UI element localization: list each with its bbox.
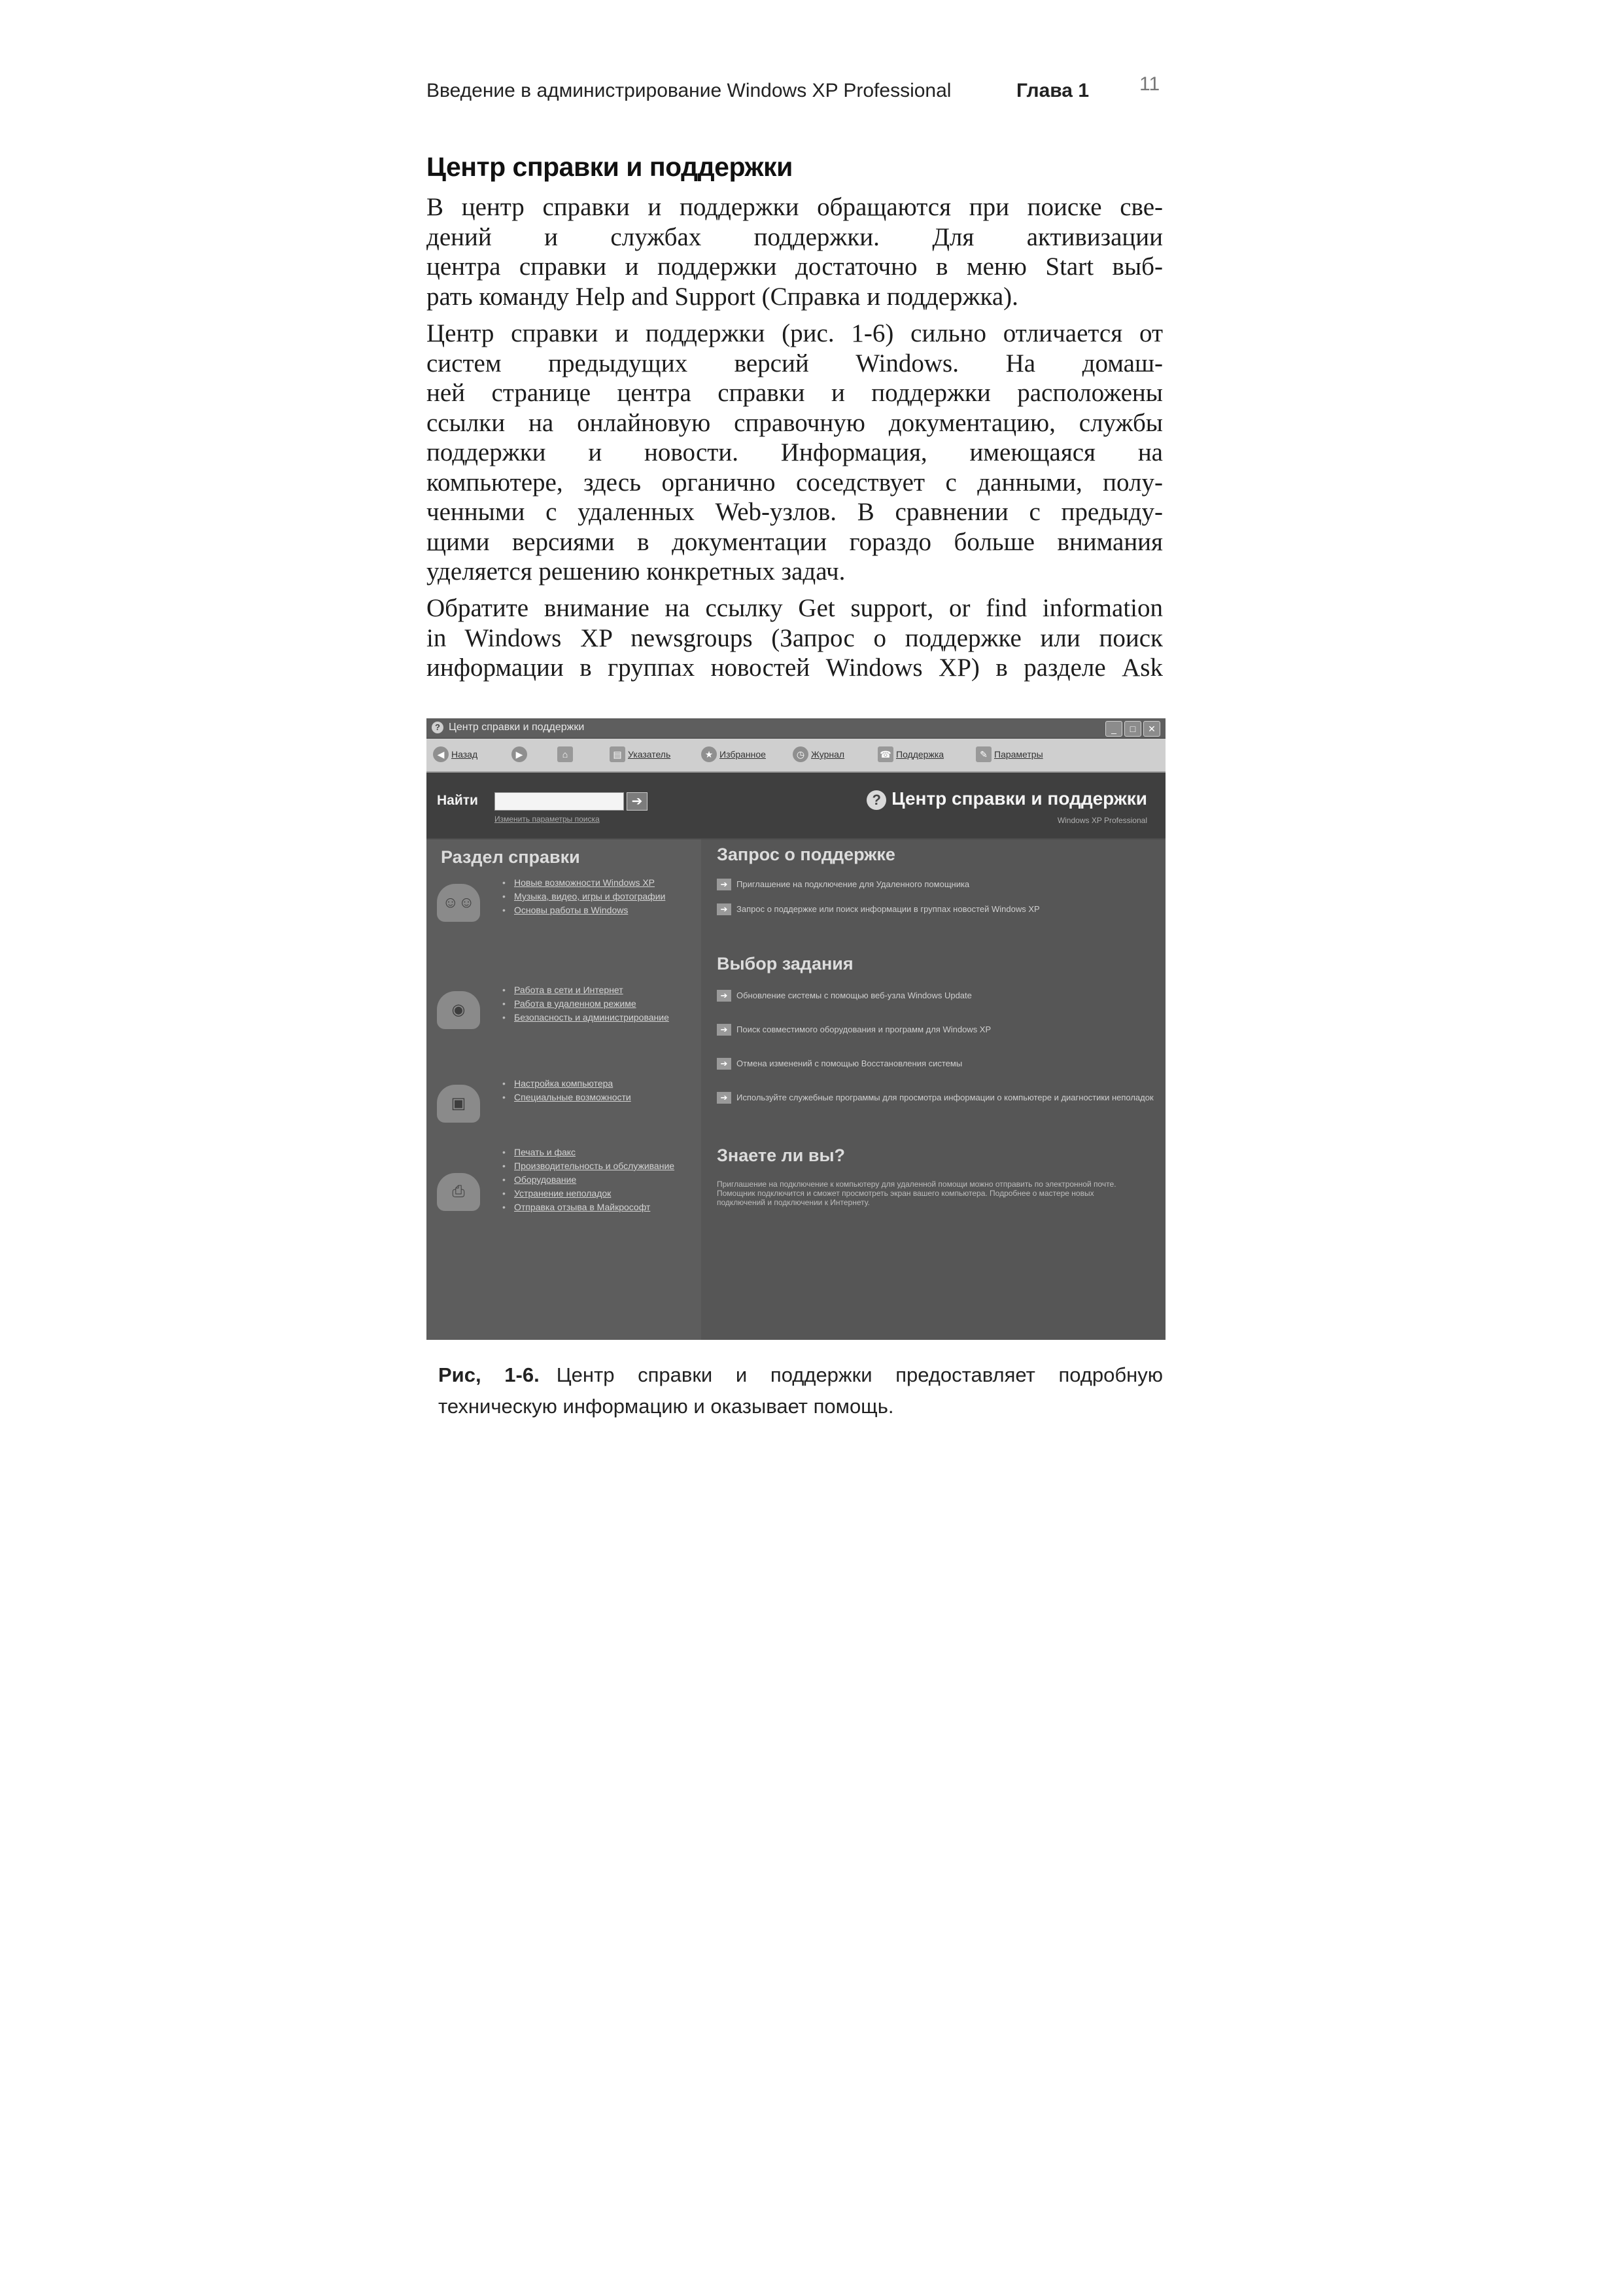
clock-icon: ◷	[793, 746, 808, 762]
help-topics-column	[426, 839, 701, 1340]
text-line: В центр справки и поддержки обращаются при поиске све-	[426, 193, 1163, 221]
help-center-body	[426, 839, 1166, 1340]
topic-link[interactable]: • Печать и факс	[501, 1147, 697, 1157]
forward-arrow-icon: ▶	[511, 746, 527, 762]
figure-caption	[438, 1359, 1163, 1422]
support-icon: ☎	[878, 746, 893, 762]
support-button[interactable]: ☎ Поддержка	[878, 746, 944, 763]
text-line: компьютере, здесь органично соседствует с данными, полу-	[426, 468, 1163, 497]
running-header	[426, 73, 1163, 110]
did-you-know-text: Приглашение на подключение к компьютеру для удаленной помощи можно отправить по электронной почте. Помощник подключится и сможет просмотреть экран вашего компьютера. Подробнее о мастере новых подключений и подключении к Интернету.	[717, 1180, 1116, 1207]
search-go-button[interactable]: ➔	[627, 792, 648, 811]
topic-link[interactable]: • Специальные возможности	[501, 1092, 697, 1102]
topic-link[interactable]: • Оборудование	[501, 1174, 697, 1185]
arrow-icon: ➔	[717, 879, 731, 890]
text-line: поддержки и новости. Информация, имеющаяся на	[426, 438, 1163, 466]
topic-link[interactable]: • Производительность и обслуживание	[501, 1161, 697, 1171]
paragraph-3	[426, 593, 1163, 683]
edition-label: Windows XP Professional	[1057, 816, 1147, 825]
text-line: систем предыдущих версий Windows. На домаш-	[426, 349, 1163, 377]
topic-link[interactable]: • Новые возможности Windows XP	[501, 877, 697, 888]
text-line: рать команду Help and Support (Справка и поддержка).	[426, 282, 1018, 311]
maximize-icon[interactable]: □	[1124, 721, 1141, 737]
minimize-icon[interactable]: _	[1105, 721, 1122, 737]
topic-link[interactable]: • Работа в удаленном режиме	[501, 998, 697, 1009]
text-line: уделяется решению конкретных задач.	[426, 557, 846, 586]
text-line: ченными с удаленных Web-узлов. В сравнении с предыду-	[426, 498, 1163, 526]
help-icon: ?	[432, 722, 443, 733]
paragraph-1	[426, 192, 1163, 311]
search-label: Найти	[437, 793, 478, 808]
tasks-column	[710, 839, 1162, 1340]
text-line: ссылки на онлайновую справочную документацию, службы	[426, 408, 1163, 437]
text-line: Обратите внимание на ссылку Get support, or find information	[426, 594, 1163, 622]
topic-link[interactable]: • Устранение неполадок	[501, 1188, 697, 1199]
text-line: дений и службах поддержки. Для активизации	[426, 222, 1163, 251]
history-button[interactable]: ◷ Журнал	[793, 746, 844, 763]
help-center-title: ? Центр справки и поддержки	[867, 788, 1147, 810]
close-icon[interactable]: ✕	[1143, 721, 1160, 737]
home-icon: ⌂	[557, 746, 573, 762]
caption-line: Рис, 1-6. Центр справки и поддержки предоставляет подробную	[438, 1363, 1163, 1386]
search-input[interactable]	[494, 792, 624, 811]
help-center-screenshot	[426, 718, 1166, 1340]
topic-link[interactable]: • Безопасность и администрирование	[501, 1012, 697, 1023]
help-icon: ?	[867, 790, 886, 810]
running-header-title: Введение в администрирование Windows XP Professional	[426, 80, 952, 101]
task-link[interactable]: ➔ Отмена изменений с помощью Восстановления системы	[717, 1058, 1159, 1070]
task-link[interactable]: ➔ Используйте служебные программы для просмотра информации о компьютере и диагностики неполадок	[717, 1092, 1159, 1104]
text-line: щими версиями в документации гораздо больше внимания	[426, 527, 1163, 556]
text-line: in Windows XP newsgroups (Запрос о поддержке или поиск	[426, 623, 1163, 652]
did-you-know-heading: Знаете ли вы?	[717, 1146, 846, 1165]
arrow-icon: ➔	[717, 1058, 731, 1070]
toolbar	[426, 739, 1166, 773]
figure-label: Рис, 1-6.	[438, 1363, 540, 1386]
favorites-button[interactable]: ★ Избранное	[701, 746, 766, 763]
book-icon: ▤	[610, 746, 625, 762]
options-button[interactable]: ✎ Параметры	[976, 746, 1043, 763]
topic-link[interactable]: • Музыка, видео, игры и фотографии	[501, 891, 697, 902]
text-line: Центр справки и поддержки (рис. 1-6) сильно отличается от	[426, 319, 1163, 347]
paragraph-2	[426, 319, 1163, 587]
task-link[interactable]: ➔ Обновление системы с помощью веб-узла Windows Update	[717, 990, 1159, 1002]
home-button[interactable]	[557, 746, 576, 763]
forward-button[interactable]	[511, 746, 530, 763]
chapter-label: Глава 1	[1016, 80, 1090, 101]
arrow-icon: ➔	[717, 903, 731, 915]
arrow-icon: ➔	[717, 1024, 731, 1036]
caption-line: техническую информацию и оказывает помощь.	[438, 1395, 894, 1418]
back-button[interactable]: ◀ Назад	[433, 746, 477, 763]
people-icon: ☺☺	[437, 884, 480, 922]
text-line: ней странице центра справки и поддержки расположены	[426, 379, 1163, 407]
page-number: 11	[1139, 73, 1160, 95]
topic-link[interactable]: • Отправка отзыва в Майкрософт	[501, 1202, 697, 1212]
task-link[interactable]: ➔ Поиск совместимого оборудования и программ для Windows XP	[717, 1024, 1159, 1036]
support-link[interactable]: ➔ Запрос о поддержке или поиск информации в группах новостей Windows XP	[717, 903, 1159, 915]
topic-link[interactable]: • Основы работы в Windows	[501, 905, 697, 915]
printer-icon: ⎙	[437, 1173, 480, 1211]
support-link[interactable]: ➔ Приглашение на подключение для Удаленного помощника	[717, 879, 1159, 890]
index-button[interactable]: ▤ Указатель	[610, 746, 670, 763]
window-titlebar	[426, 718, 1166, 739]
section-heading: Центр справки и поддержки	[426, 152, 793, 182]
back-arrow-icon: ◀	[433, 746, 449, 762]
help-center-header	[426, 773, 1166, 838]
text-line: центра справки и поддержки достаточно в меню Start выб-	[426, 253, 1163, 281]
topic-link[interactable]: • Работа в сети и Интернет	[501, 985, 697, 995]
arrow-icon: ➔	[717, 1092, 731, 1104]
options-icon: ✎	[976, 746, 992, 762]
text-line: информации в группах новостей Windows XP) в разделе Ask	[426, 654, 1163, 682]
topic-link[interactable]: • Настройка компьютера	[501, 1078, 697, 1089]
search-options-link[interactable]: Изменить параметры поиска	[494, 815, 600, 824]
window-title: Центр справки и поддержки	[449, 722, 585, 733]
support-heading: Запрос о поддержке	[717, 845, 895, 864]
tasks-heading: Выбор задания	[717, 954, 854, 973]
star-icon: ★	[701, 746, 717, 762]
globe-icon: ◉	[437, 991, 480, 1029]
arrow-icon: ➔	[717, 990, 731, 1002]
help-topics-heading: Раздел справки	[441, 847, 580, 867]
computer-icon: ▣	[437, 1085, 480, 1123]
window-controls	[1103, 721, 1160, 735]
